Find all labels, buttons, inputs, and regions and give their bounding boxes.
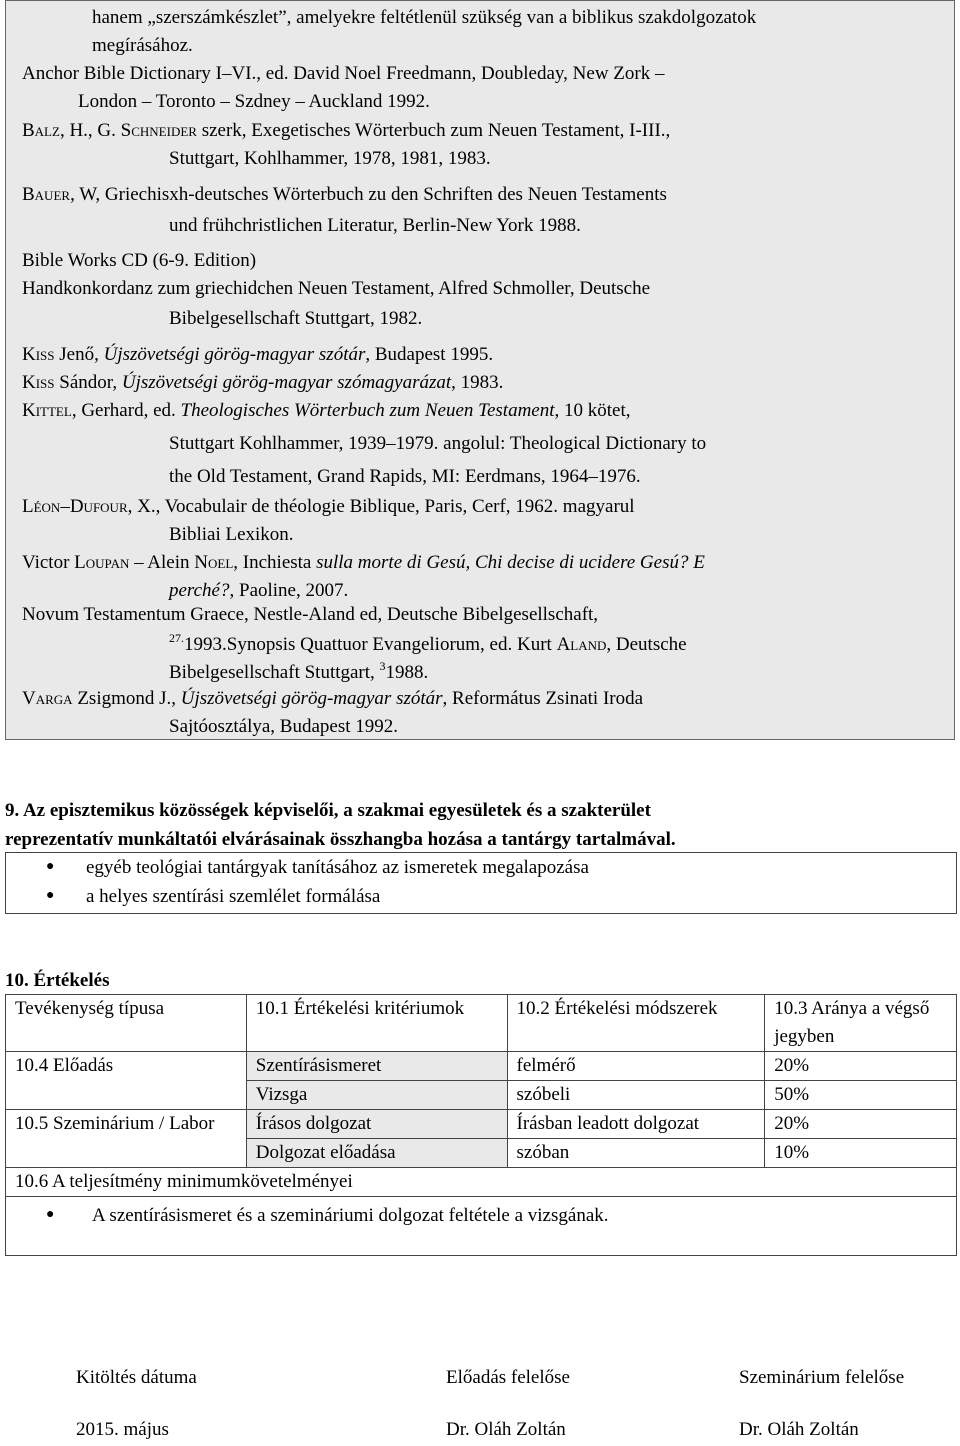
reference-anchor-bible: Anchor Bible Dictionary I–VI., ed. David Noel Freedmann, Doubleday, New Zork – London – Toronto – Szdney – Auckland 1992. (22, 63, 665, 112)
row-share: 20% (765, 1110, 957, 1139)
row-criterion: Dolgozat előadása (246, 1139, 507, 1168)
reference-balz-schneider: Balz, H., G. Schneider szerk, Exegetisches Wörterbuch zum Neuen Testament, I-III., Stuttgart, Kohlhammer, 1978, 1981, 1983. (22, 120, 671, 169)
header-share: 10.3 Aránya a végső jegyben (765, 995, 957, 1052)
row-method: szóban (507, 1139, 765, 1168)
section-9-list (5, 852, 957, 914)
list-item: egyéb teológiai tantárgyak tanításához az ismeretek megalapozása (86, 857, 589, 878)
header-criteria: 10.1 Értékelési kritériumok (246, 995, 507, 1052)
reference-bible-works: Bible Works CD (6-9. Edition) (22, 250, 257, 271)
reference-novum-testamentum: Novum Testamentum Graece, Nestle-Aland ed, Deutsche Bibelgesellschaft, $^{27.}$1993.Synopsis Quattuor Evangeliorum, ed. Kurt Aland, Deutsche Bibelgesellschaft Stuttgart, $^3$1988. (22, 604, 687, 683)
row-method: felmérő (507, 1052, 765, 1081)
date-label: Kitöltés dátuma (76, 1367, 197, 1388)
min-requirements-box (5, 1196, 957, 1256)
seminar-responsible-name: Dr. Oláh Zoltán (739, 1419, 859, 1440)
row-method: Írásban leadott dolgozat (507, 1110, 765, 1139)
list-item: a helyes szentírási szemlélet formálása (86, 886, 381, 907)
reference-kiss-sandor: Kiss Sándor, Újszövetségi görög-magyar szómagyarázat, 1983. (22, 372, 504, 393)
row-criterion: Írásos dolgozat (246, 1110, 507, 1139)
header-activity-type: Tevékenység típusa (6, 995, 247, 1052)
bullet-icon: ● (46, 888, 55, 903)
header-methods: 10.2 Értékelési módszerek (507, 995, 765, 1052)
row-share: 50% (765, 1081, 957, 1110)
reference-bauer: Bauer, W, Griechisxh-deutsches Wörterbuch zu den Schriften des Neuen Testaments und frühchristlichen Literatur, Berlin-New York 1988. (22, 184, 667, 236)
evaluation-table (5, 994, 957, 1197)
table-header-row (6, 995, 957, 1052)
reference-handkonkordanz: Handkonkordanz zum griechidchen Neuen Testament, Alfred Schmoller, Deutsche Bibelgesellschaft Stuttgart, 1982. (22, 278, 651, 329)
seminar-responsible-label: Szeminárium felelőse (739, 1367, 905, 1388)
row-criterion: Szentírásismeret (246, 1052, 507, 1081)
reference-leon-dufour: Léon–Dufour, X., Vocabulair de théologie Biblique, Paris, Cerf, 1962. magyarul Bibliai Lexikon. (22, 496, 635, 545)
row-method: szóbeli (507, 1081, 765, 1110)
bibliography-box (5, 0, 955, 740)
date-value: 2015. május (76, 1419, 169, 1440)
row-share: 10% (765, 1139, 957, 1168)
lecture-responsible-name: Dr. Oláh Zoltán (446, 1419, 566, 1440)
reference-loupan-noel: Victor Loupan – Alein Noel, Inchiesta sulla morte di Gesú, Chi decise di ucidere Gesú? E perché?, Paoline, 2007. (22, 552, 705, 601)
section-9-heading: 9. Az episztemikus közösségek képviselői, a szakmai egyesületek és a szakterület reprezentatív munkáltatói elvárásainak összhangba hozása a tantárgy tartalmával. (5, 800, 676, 850)
min-requirements-label: 10.6 A teljesítmény minimumkövetelményei (6, 1168, 957, 1197)
reference-kittel: Kittel, Gerhard, ed. Theologisches Wörterbuch zum Neuen Testament, 10 kötet, Stuttgart Kohlhammer, 1939–1979. angolul: Theological Dictionary to the Old Testament, Grand Rapids, MI: Eerdmans, 1964–1976. (22, 400, 707, 487)
bullet-icon: ● (46, 859, 55, 874)
row-criterion: Vizsga (246, 1081, 507, 1110)
section-10-heading: 10. Értékelés (5, 970, 110, 991)
row-type: 10.4 Előadás (6, 1052, 247, 1110)
min-requirement-item: A szentírásismeret és a szemináriumi dolgozat feltétele a vizsgának. (92, 1205, 609, 1226)
row-share: 20% (765, 1052, 957, 1081)
table-row (6, 1110, 957, 1139)
row-type: 10.5 Szeminárium / Labor (6, 1110, 247, 1168)
reference-kiss-jeno: Kiss Jenő, Újszövetségi görög-magyar szótár, Budapest 1995. (22, 344, 494, 365)
lecture-responsible-label: Előadás felelőse (446, 1367, 570, 1388)
reference-varga: Varga Zsigmond J., Újszövetségi görög-magyar szótár, Református Zsinati Iroda Sajtóosztálya, Budapest 1992. (22, 688, 644, 737)
reference-intro: hanem „szerszámkészlet”, amelyekre feltétlenül szükség van a biblikus szakdolgozatok megírásához. (92, 7, 757, 56)
bullet-icon: ● (46, 1207, 55, 1222)
table-row (6, 1052, 957, 1081)
min-requirements-row (6, 1168, 957, 1197)
